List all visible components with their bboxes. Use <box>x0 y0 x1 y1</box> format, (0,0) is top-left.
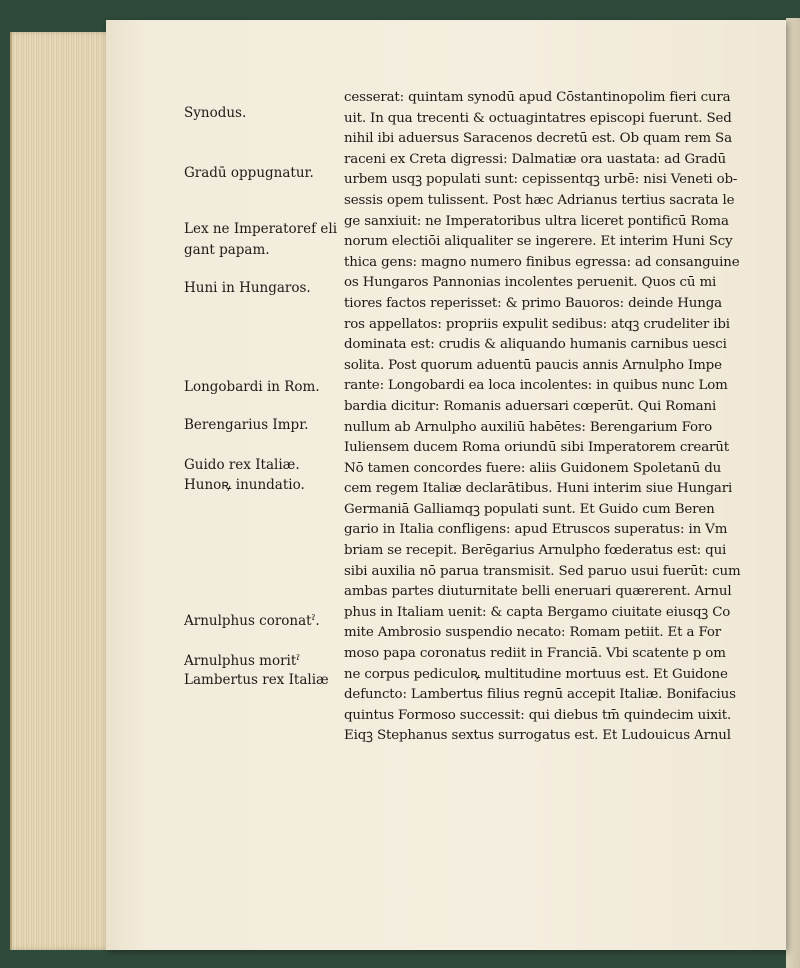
text-line: bardia dicitur: Romanis aduersari cœperūt. Qui Romani <box>344 398 717 414</box>
text-line: solita. Post quorum aduentū paucis annis Arnulpho Impe <box>344 357 722 373</box>
marginal-note: Guido rex Italiæ. <box>184 457 300 473</box>
text-line: quintus Formoso successit: qui diebus tm̄ quindecim uixit. <box>344 707 732 723</box>
text-line: nullum ab Arnulpho auxiliū habētes: Berengarium Foro <box>344 419 713 435</box>
text-line: ne corpus pediculoꝶ multitudine mortuus est. Et Guidone <box>344 666 728 682</box>
facing-page-edge <box>786 18 800 968</box>
marginalia <box>184 0 338 960</box>
text-line: nihil ibi aduersus Saracenos decretū est. Ob quam rem Sa <box>344 131 732 147</box>
page-edges <box>10 32 114 950</box>
marginal-note: Longobardi in Rom. <box>184 379 320 395</box>
marginal-note: Lex ne Imperatoref eli <box>184 221 338 237</box>
marginal-note: Lambertus rex Italiæ <box>184 672 329 688</box>
text-line: phus in Italiam uenit: & capta Bergamo ciuitate eiusqꝫ Co <box>344 604 731 620</box>
text-line: mite Ambrosio suspendio necato: Romam petiit. Et a For <box>344 625 722 641</box>
marginal-note: Arnulphus coronatˀ. <box>184 613 320 629</box>
text-line: defuncto: Lambertus filius regnū accepit Italiæ. Bonifacius <box>344 687 736 703</box>
text-line: raceni ex Creta digressi: Dalmatiæ ora uastata: ad Gradū <box>344 151 727 167</box>
text-line: os Hungaros Pannonias incolentes peruenit. Quos cū mi <box>344 275 717 291</box>
marginal-note: Arnulphus moritˀ <box>184 653 301 669</box>
text-line: moso papa coronatus rediit in Franciā. Vbi scatente p om <box>344 646 726 662</box>
text-line: ambas partes diuturnitate belli eneruari quærerent. Arnul <box>344 584 732 600</box>
text-line: tiores factos reperisset: & primo Bauoros: deinde Hunga <box>344 295 722 311</box>
marginal-note: Berengarius Impr. <box>184 417 309 433</box>
text-line: Eiqꝫ Stephanus sextus surrogatus est. Et Ludouicus Arnul <box>344 728 731 744</box>
text-line: norum electiōi aliqualiter se ingerere. Et interim Huni Scy <box>344 234 733 250</box>
text-line: urbem usqꝫ populati sunt: cepissentqꝫ urbē: nisi Veneti ob- <box>344 172 738 188</box>
text-line: ge sanxiuit: ne Imperatoribus ultra liceret pontificū Roma <box>344 213 729 229</box>
text-line: briam se recepit. Berēgarius Arnulpho fœderatus est: qui <box>344 543 727 559</box>
marginal-note: Synodus. <box>184 105 247 121</box>
marginal-note: Hunoꝶ inundatio. <box>184 477 305 493</box>
text-line: Nō tamen concordes fuere: aliis Guidonem Spoletanū du <box>344 460 722 476</box>
marginal-note: Gradū oppugnatur. <box>184 165 314 181</box>
text-line: cem regem Italiæ declarātibus. Huni interim siue Hungari <box>344 481 733 497</box>
text-line: sessis opem tulissent. Post hæc Adrianus tertius sacrata le <box>344 192 735 208</box>
text-line: rante: Longobardi ea loca incolentes: in quibus nunc Lom <box>344 378 728 394</box>
text-line: Iuliensem ducem Roma oriundū sibi Imperatorem crearūt <box>344 440 730 456</box>
marginal-note: Huni in Hungaros. <box>184 280 311 296</box>
text-line: uit. In qua trecenti & octuagintatres episcopi fuerunt. Sed <box>344 110 732 126</box>
text-line: ros appellatos: propriis expulit sedibus: atqꝫ crudeliter ibi <box>344 316 730 332</box>
text-line: Germaniā Galliamqꝫ populati sunt. Et Guido cum Beren <box>344 501 715 517</box>
text-line: gario in Italia confligens: apud Etruscos superatus: in Vm <box>344 522 728 538</box>
text-line: sibi auxilia nō parua transmisit. Sed paruo usui fuerūt: cum <box>344 563 741 579</box>
text-line: dominata est: crudis & aliquando humanis carnibus uesci <box>344 337 727 353</box>
main-text-column <box>344 88 741 747</box>
marginal-note: gant papam. <box>184 242 270 258</box>
text-line: thica gens: magno numero finibus egressa: ad consanguine <box>344 254 740 270</box>
text-line: cesserat: quintam synodū apud Cōstantinopolim fieri cura <box>344 90 731 105</box>
